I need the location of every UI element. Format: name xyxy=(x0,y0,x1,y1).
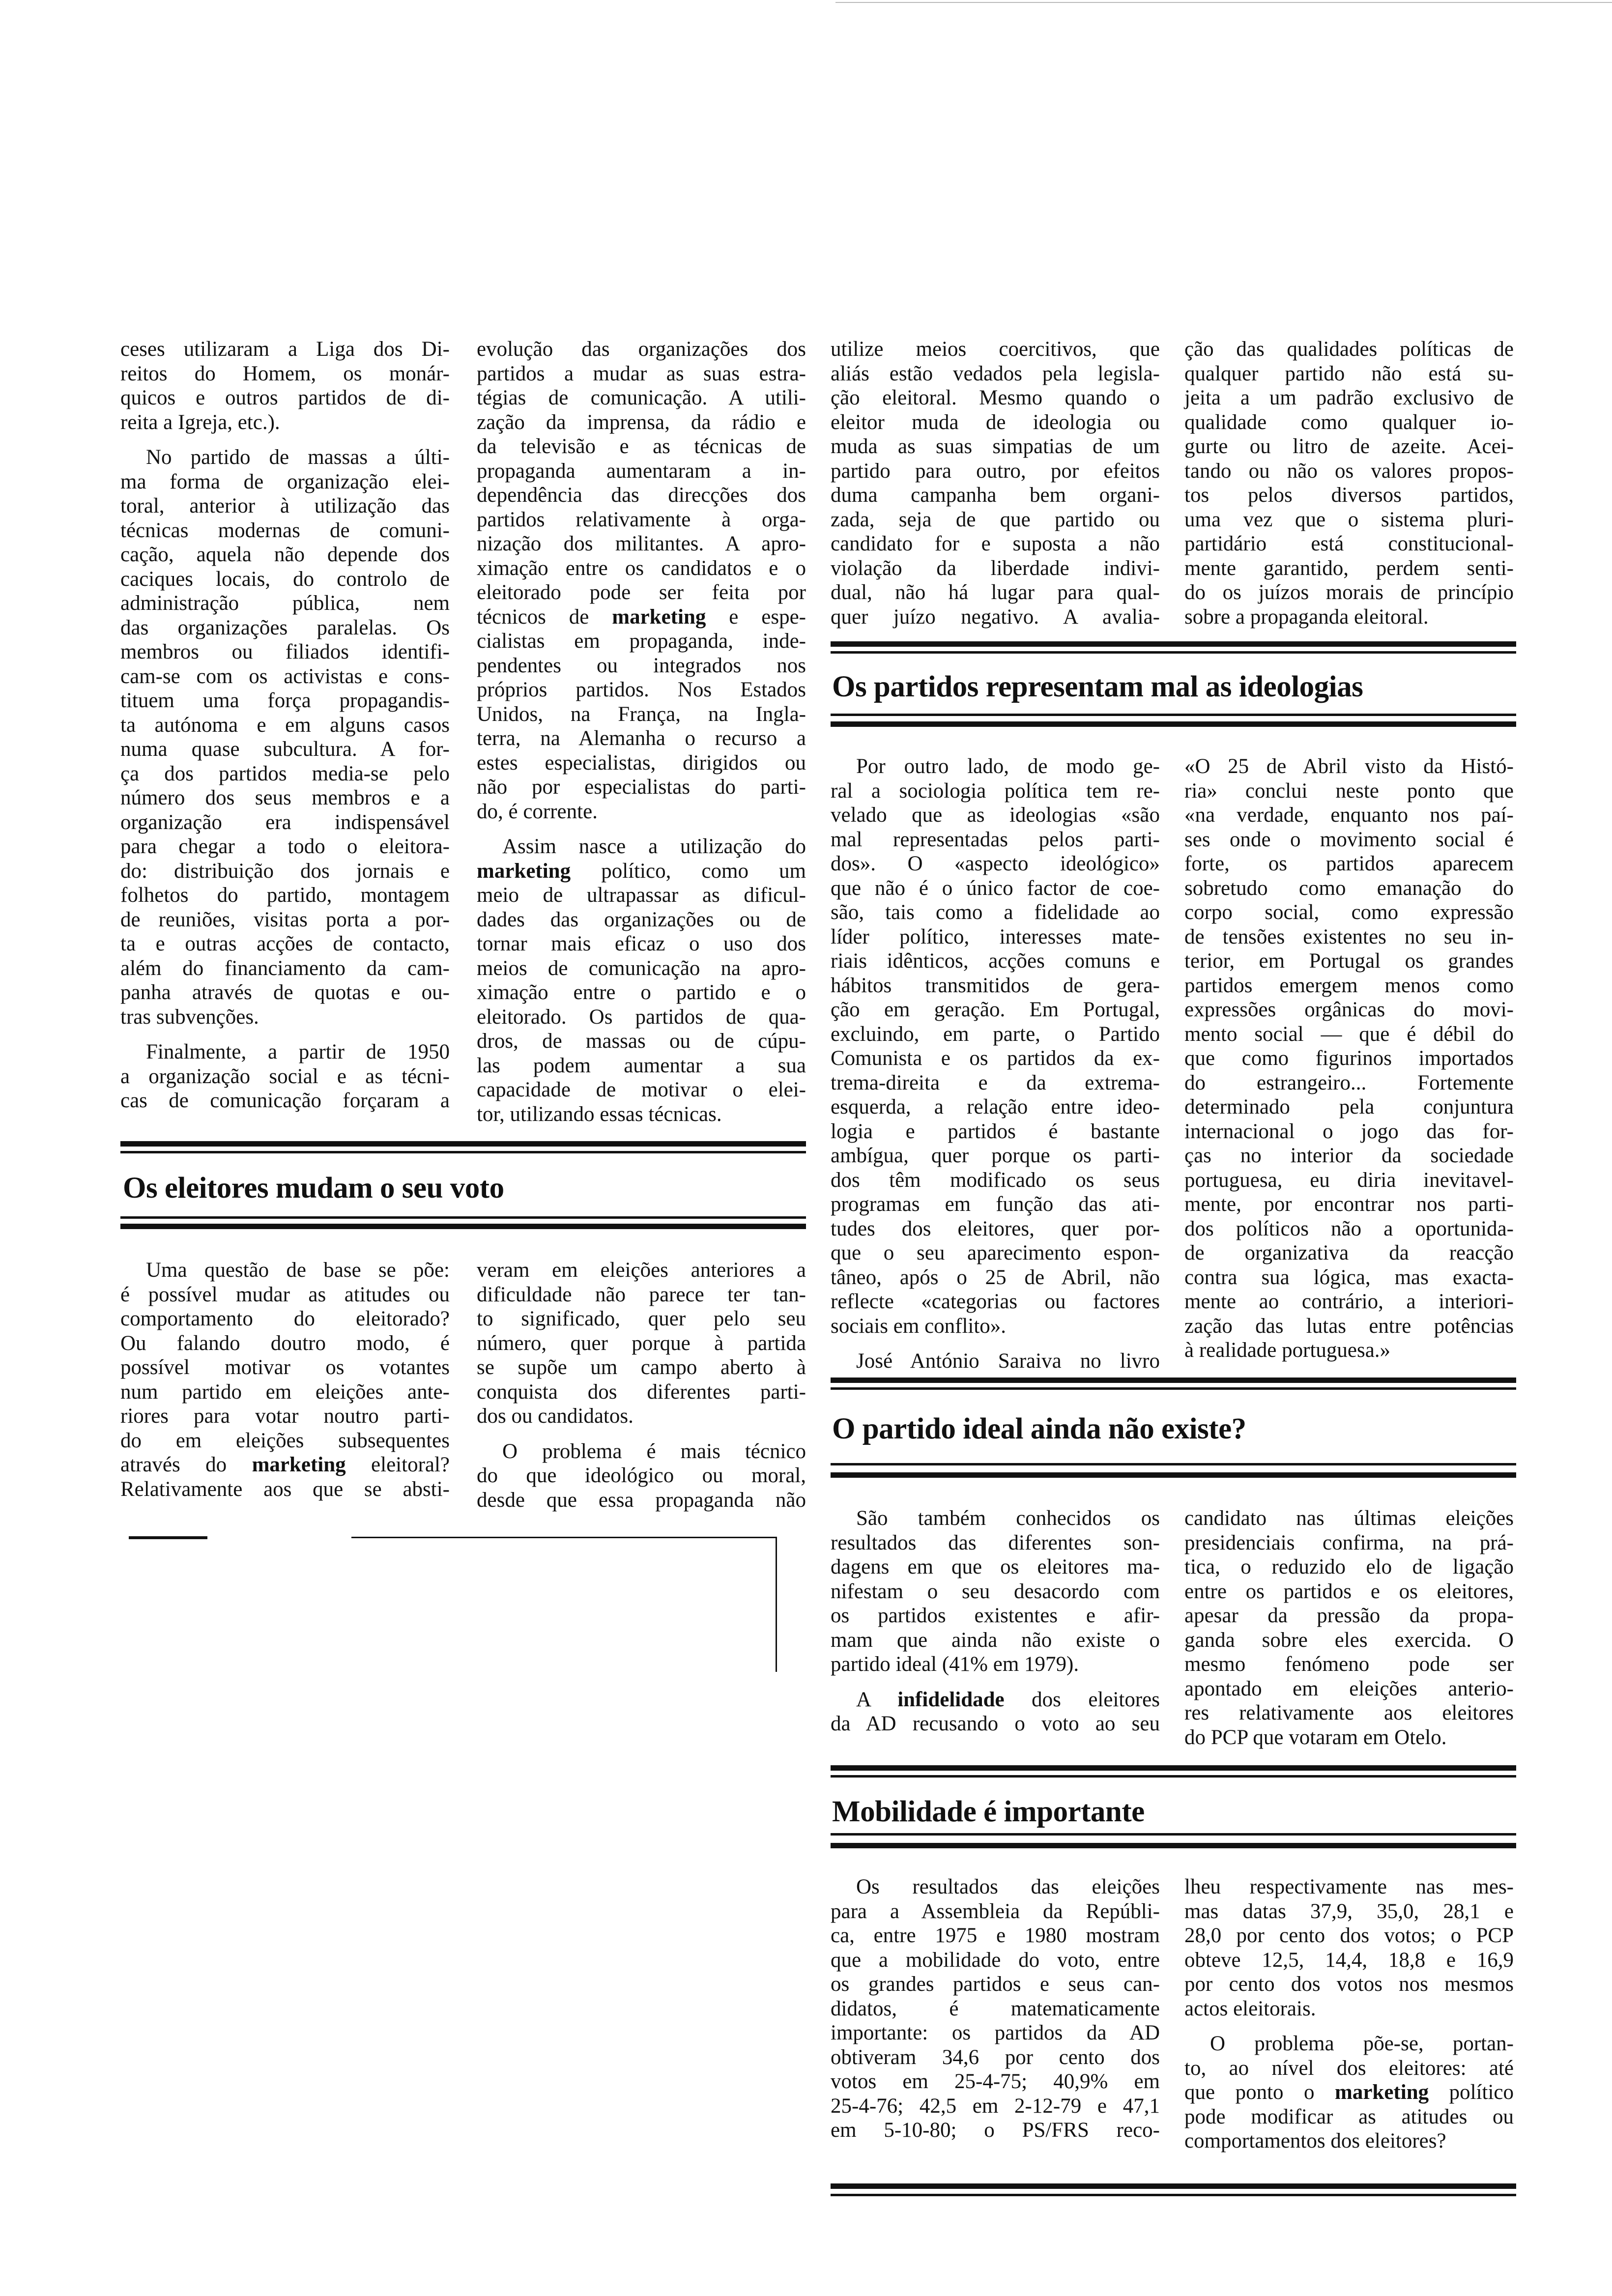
text-line: riores para votar noutro parti- xyxy=(120,1405,450,1428)
text-line: quicos e outros partidos de di- xyxy=(120,386,450,409)
text-line: propaganda aumentaram a in- xyxy=(477,459,806,483)
text-line: reita a Igreja, etc.). xyxy=(120,410,280,434)
text-line: tégias de comunicação. A utili- xyxy=(477,386,806,409)
paragraph xyxy=(477,337,806,824)
text-line: mente ao contrário, a interiori- xyxy=(1184,1290,1514,1313)
text-line: mento social — que é débil do xyxy=(1184,1022,1514,1046)
text-line: mam que ainda não existe o xyxy=(831,1628,1160,1652)
text-line: obtiveram 34,6 por cento dos xyxy=(831,2045,1160,2069)
section-rule xyxy=(831,1843,1516,1848)
text-line: duma campanha bem organi- xyxy=(831,484,1160,507)
text-line: além do financiamento da cam- xyxy=(120,956,450,980)
text-line: administração pública, nem xyxy=(120,592,450,615)
text-line: caciques locais, do controlo de xyxy=(120,567,450,591)
text-line: ção das qualidades políticas de xyxy=(1184,338,1514,361)
section-rule xyxy=(120,1224,806,1229)
text-line: terior, em Portugal os grandes xyxy=(1184,949,1514,973)
text-line: expressões orgânicas do movi- xyxy=(1184,998,1514,1021)
text-line: votos em 25-4-75; 40,9% em xyxy=(831,2070,1160,2093)
paragraph xyxy=(831,337,1160,629)
text-line: dos ou candidatos. xyxy=(477,1405,633,1428)
text-line: contra sua lógica, mas exacta- xyxy=(1184,1265,1514,1289)
text-line: cas de comunicação forçaram a xyxy=(120,1089,450,1112)
section-rule xyxy=(831,2183,1516,2189)
paragraph xyxy=(831,1688,1160,1736)
text-line: No partido de massas a últi- xyxy=(146,446,450,469)
text-line: logia e partidos é bastante xyxy=(831,1119,1160,1143)
text-line: ças no interior da sociedade xyxy=(1184,1144,1514,1167)
article-column xyxy=(1184,337,1514,640)
section-heading-partidos: Os partidos representam mal as ideologias xyxy=(832,670,1363,703)
text-line: ção em geração. Em Portugal, xyxy=(831,998,1160,1021)
text-line: veram em eleições anteriores a xyxy=(477,1259,806,1282)
text-line: capacidade de motivar o elei- xyxy=(477,1078,806,1101)
text-line: Os resultados das eleições xyxy=(856,1875,1160,1898)
text-line: da AD recusando o voto ao seu xyxy=(831,1712,1160,1735)
text-line: ma forma de organização elei- xyxy=(120,470,450,493)
section-rule xyxy=(831,1775,1516,1778)
text-line: do os juízos morais de princípio xyxy=(1184,581,1514,604)
text-line: José António Saraiva no livro xyxy=(856,1349,1160,1373)
text-line: nifestam o seu desacordo com xyxy=(831,1579,1160,1603)
text-line: dros, de massas ou de cúpu- xyxy=(477,1030,806,1053)
paragraph xyxy=(477,1439,806,1513)
text-line: partido ideal (41% em 1979). xyxy=(831,1653,1079,1676)
text-line: dos têm modificado os seus xyxy=(831,1168,1160,1192)
text-line: para a Assembleia da Repúbli- xyxy=(831,1899,1160,1923)
text-line: técnicas modernas de comuni- xyxy=(120,518,450,542)
text-line: to, ao nível dos eleitores: até xyxy=(1184,2056,1514,2080)
text-line xyxy=(477,859,806,884)
text-line: que não é o único factor de coe- xyxy=(831,876,1160,900)
text-segment: político, como um xyxy=(571,859,806,883)
text-line: ximação entre os candidatos e o xyxy=(477,556,806,580)
text-line: Comunista e os partidos da ex- xyxy=(831,1047,1160,1070)
paragraph xyxy=(1184,1875,1514,2021)
article-column xyxy=(120,337,450,1124)
text-line: do PCP que votaram em Otelo. xyxy=(1184,1725,1447,1749)
text-line: utilize meios coercitivos, que xyxy=(831,338,1160,361)
text-line: «na verdade, enquanto nos paí- xyxy=(1184,804,1514,827)
text-line: mente, por encontrar nos parti- xyxy=(1184,1193,1514,1216)
text-line: panha através de quotas e ou- xyxy=(120,981,450,1004)
text-line: corpo social, como expressão xyxy=(1184,901,1514,924)
text-line: ximação entre o partido e o xyxy=(477,981,806,1004)
text-line: do estrangeiro... Fortemente xyxy=(1184,1071,1514,1094)
paragraph xyxy=(831,754,1160,1338)
paragraph xyxy=(1184,2032,1514,2153)
text-line: que o seu aparecimento espon- xyxy=(831,1241,1160,1264)
article-column xyxy=(831,754,1160,1384)
text-line: cialistas em propaganda, inde- xyxy=(477,630,806,653)
text-line: dificuldade não parece ter tan- xyxy=(477,1283,806,1306)
text-line: tica, o reduzido elo de ligação xyxy=(1184,1555,1514,1578)
text-line: em 5-10-80; o PS/FRS reco- xyxy=(831,2119,1160,2142)
article-column xyxy=(1184,1875,1514,2164)
text-line: lheu respectivamente nas mes- xyxy=(1184,1875,1514,1898)
text-line: sobre a propaganda eleitoral. xyxy=(1184,605,1429,629)
text-line: mesmo fenómeno pode ser xyxy=(1184,1653,1514,1676)
text-line: violação da liberdade indivi- xyxy=(831,556,1160,580)
text-line xyxy=(1184,2080,1514,2105)
text-line: do: distribuição dos jornais e xyxy=(120,859,450,883)
text-line: uma vez que o sistema pluri- xyxy=(1184,508,1514,531)
text-line: pode modificar as atitudes ou xyxy=(1184,2105,1514,2128)
text-line: O problema põe-se, portan- xyxy=(1210,2032,1514,2055)
text-line: forte, os partidos aparecem xyxy=(1184,852,1514,875)
text-line: líder político, interesses mate- xyxy=(831,925,1160,948)
section-heading-eleitores: Os eleitores mudam o seu voto xyxy=(123,1172,504,1205)
text-line: ria» conclui neste ponto que xyxy=(1184,779,1514,803)
text-line: de reuniões, visitas porta a por- xyxy=(120,908,450,931)
text-line: riais idênticos, acções comuns e xyxy=(831,949,1160,973)
bold-term: marketing xyxy=(612,605,706,629)
text-line: estes especialistas, dirigidos ou xyxy=(477,751,806,775)
text-line: Relativamente aos que se absti- xyxy=(120,1477,450,1501)
text-line xyxy=(831,1688,1160,1712)
paragraph xyxy=(831,1349,1160,1374)
text-line: tando ou não os valores propos- xyxy=(1184,459,1514,483)
text-line: candidato nas últimas eleições xyxy=(1184,1507,1514,1530)
paragraph xyxy=(120,445,450,1029)
text-line: candidato for e suposta a não xyxy=(831,532,1160,555)
text-line: reflecte «categorias ou factores xyxy=(831,1290,1160,1313)
text-line: didatos, é matematicamente xyxy=(831,1997,1160,2020)
text-line: sociais em conflito». xyxy=(831,1314,1007,1338)
text-line: 25-4-76; 42,5 em 2-12-79 e 47,1 xyxy=(831,2094,1160,2118)
section-rule xyxy=(831,1463,1516,1465)
text-line: obteve 12,5, 14,4, 18,8 e 16,9 xyxy=(1184,1948,1514,1972)
bold-term: infidelidade xyxy=(897,1688,1005,1711)
text-line: conquista dos diferentes parti- xyxy=(477,1380,806,1404)
text-line: não por especialistas do parti- xyxy=(477,775,806,799)
text-line: velado que as ideologias «são xyxy=(831,804,1160,827)
text-line: dos». O «aspecto ideológico» xyxy=(831,852,1160,875)
text-line: das organizações paralelas. Os xyxy=(120,616,450,639)
text-line: res relativamente aos eleitores xyxy=(1184,1701,1514,1724)
text-line: à realidade portuguesa.» xyxy=(1184,1339,1391,1362)
text-line: Uma questão de base se põe: xyxy=(146,1259,450,1282)
text-line: organização era indispensável xyxy=(120,810,450,834)
text-line: actos eleitorais. xyxy=(1184,1997,1316,2020)
article-column xyxy=(120,1258,450,1512)
text-line: do que ideológico ou moral, xyxy=(477,1464,806,1487)
text-line: tos pelos diversos partidos, xyxy=(1184,484,1514,507)
text-line: internacional o jogo das for- xyxy=(1184,1119,1514,1143)
text-line: aliás estão vedados pela legisla- xyxy=(831,362,1160,385)
text-line: se supõe um campo aberto à xyxy=(477,1356,806,1379)
text-line: nização dos militantes. A apro- xyxy=(477,532,806,555)
section-rule xyxy=(831,1765,1516,1771)
section-rule xyxy=(831,651,1516,654)
text-line: dependência das direcções dos xyxy=(477,484,806,507)
text-line: partidos emergem menos como xyxy=(1184,974,1514,997)
text-line: toral, anterior à utilização das xyxy=(120,494,450,517)
text-line: ses onde o movimento social é xyxy=(1184,828,1514,851)
text-segment: através do xyxy=(120,1453,252,1476)
text-line: apesar da pressão da propa- xyxy=(1184,1604,1514,1627)
text-line: por cento dos votos nos mesmos xyxy=(1184,1973,1514,1996)
text-line: num partido em eleições ante- xyxy=(120,1380,450,1404)
text-line: possível motivar os votantes xyxy=(120,1356,450,1379)
text-segment: político xyxy=(1429,2081,1514,2104)
text-line: zação da imprensa, da rádio e xyxy=(477,410,806,434)
text-line: próprios partidos. Nos Estados xyxy=(477,678,806,701)
text-line: las podem aumentar a sua xyxy=(477,1054,806,1077)
article-column xyxy=(831,337,1160,640)
section-rule xyxy=(831,2194,1516,2196)
text-segment: e espe- xyxy=(706,605,806,629)
text-line: número dos seus membros e a xyxy=(120,786,450,809)
article-column xyxy=(477,337,806,1137)
text-line: muda as suas simpatias de um xyxy=(831,435,1160,458)
text-line: tituem uma força propagandis- xyxy=(120,689,450,712)
paragraph xyxy=(120,1258,450,1501)
text-line: ganda sobre eles exercida. O xyxy=(1184,1628,1514,1652)
text-line: os partidos existentes e afir- xyxy=(831,1604,1160,1627)
paragraph xyxy=(477,834,806,1126)
text-line: sobretudo como emanação do xyxy=(1184,876,1514,900)
text-line: evolução das organizações dos xyxy=(477,338,806,361)
text-line: eleitorado pode ser feita por xyxy=(477,581,806,604)
text-line: cação, aquela não depende dos xyxy=(120,543,450,566)
text-line: ta autónoma e em alguns casos xyxy=(120,713,450,737)
text-line: programas em função das ati- xyxy=(831,1193,1160,1216)
text-line: qualquer partido não está su- xyxy=(1184,362,1514,385)
text-line: comportamentos dos eleitores? xyxy=(1184,2129,1446,2152)
section-heading-mobilidade: Mobilidade é importante xyxy=(832,1795,1145,1828)
section-rule xyxy=(831,641,1516,647)
text-line: to significado, quer pelo seu xyxy=(477,1307,806,1330)
text-segment: que ponto o xyxy=(1184,2081,1335,2104)
paragraph xyxy=(1184,754,1514,1363)
text-line: comportamento do eleitorado? xyxy=(120,1307,450,1330)
article-column xyxy=(831,1875,1160,2153)
text-line: meios de comunicação na apro- xyxy=(477,956,806,980)
text-line: meio de ultrapassar as dificul- xyxy=(477,884,806,907)
section-rule xyxy=(831,1833,1516,1836)
text-line: que a mobilidade do voto, entre xyxy=(831,1948,1160,1972)
text-line: São também conhecidos os xyxy=(856,1507,1160,1530)
text-line xyxy=(120,1453,450,1477)
paragraph xyxy=(120,1040,450,1113)
text-line: Finalmente, a partir de 1950 xyxy=(146,1040,450,1063)
text-line: portuguesa, eu diria inevitavel- xyxy=(1184,1168,1514,1192)
text-line: de organizativa da reacção xyxy=(1184,1241,1514,1264)
text-line: de tensões existentes no seu in- xyxy=(1184,925,1514,948)
text-line: eleitor muda de ideologia ou xyxy=(831,410,1160,434)
text-line: a organização social e as técni- xyxy=(120,1064,450,1088)
text-line: são, tais como a fidelidade ao xyxy=(831,901,1160,924)
text-line: ta e outras acções de contacto, xyxy=(120,932,450,955)
section-rule xyxy=(831,1472,1516,1478)
text-line: os grandes partidos e seus can- xyxy=(831,1973,1160,1996)
text-line: ça dos partidos media-se pelo xyxy=(120,762,450,785)
paragraph xyxy=(831,1506,1160,1677)
text-line: mal representadas pelos parti- xyxy=(831,828,1160,851)
text-segment: eleitoral? xyxy=(345,1453,450,1476)
section-rule xyxy=(831,721,1516,727)
text-segment: A xyxy=(856,1688,898,1711)
text-line: determinado pela conjuntura xyxy=(1184,1095,1514,1119)
text-line: para chegar a todo o eleitora- xyxy=(120,835,450,858)
bold-term: marketing xyxy=(1335,2081,1429,2104)
text-line: terra, na Alemanha o recurso a xyxy=(477,727,806,750)
text-line: jeita a um padrão exclusivo de xyxy=(1184,386,1514,409)
text-line: membros ou filiados identifi- xyxy=(120,640,450,663)
cut-line xyxy=(351,1537,777,1538)
text-line: tras subvenções. xyxy=(120,1005,259,1029)
text-line: tor, utilizando essas técnicas. xyxy=(477,1102,722,1126)
text-line: desde que essa propaganda não xyxy=(477,1488,806,1512)
article-column xyxy=(831,1506,1160,1747)
text-line: partidos relativamente à orga- xyxy=(477,508,806,531)
text-line: partidos a mudar as suas estra- xyxy=(477,362,806,385)
text-line: Unidos, na França, na Ingla- xyxy=(477,702,806,726)
text-line: cam-se com os activistas e cons- xyxy=(120,664,450,688)
text-line: hábitos transmitidos de gera- xyxy=(831,974,1160,997)
paragraph xyxy=(1184,1506,1514,1750)
text-line: tornar mais eficaz o uso dos xyxy=(477,932,806,955)
bold-term: marketing xyxy=(252,1453,346,1476)
text-line: ral a sociologia política tem re- xyxy=(831,779,1160,803)
text-line: entre os partidos e os eleitores, xyxy=(1184,1579,1514,1603)
text-line: número, quer porque à partida xyxy=(477,1331,806,1355)
text-line: Assim nasce a utilização do xyxy=(502,835,806,858)
text-line: gurte ou litro de azeite. Acei- xyxy=(1184,435,1514,458)
text-line: importante: os partidos da AD xyxy=(831,2021,1160,2044)
text-line: Por outro lado, de modo ge- xyxy=(856,755,1160,778)
text-line: dos políticos não a oportunida- xyxy=(1184,1217,1514,1240)
text-line: do em eleições subsequentes xyxy=(120,1429,450,1452)
text-line: dual, não há lugar para qual- xyxy=(831,581,1160,604)
section-heading-ideal: O partido ideal ainda não existe? xyxy=(832,1412,1246,1445)
text-line: presidenciais confirma, na prá- xyxy=(1184,1531,1514,1554)
text-line: ção eleitoral. Mesmo quando o xyxy=(831,386,1160,409)
text-line: folhetos do partido, montagem xyxy=(120,884,450,907)
text-line: do, é corrente. xyxy=(477,800,598,823)
section-rule xyxy=(120,1151,806,1153)
text-line: Ou falando doutro modo, é xyxy=(120,1331,450,1355)
text-line: da televisão e as técnicas de xyxy=(477,435,806,458)
text-line: tâneo, após o 25 de Abril, não xyxy=(831,1265,1160,1289)
text-segment: técnicos de xyxy=(477,605,612,629)
text-line: excluindo, em parte, o Partido xyxy=(831,1022,1160,1046)
text-line: resultados das diferentes son- xyxy=(831,1531,1160,1554)
text-line: ambígua, quer porque os parti- xyxy=(831,1144,1160,1167)
article-column xyxy=(477,1258,806,1523)
text-line: 28,0 por cento dos votos; o PCP xyxy=(1184,1924,1514,1947)
text-line: zada, seja de que partido ou xyxy=(831,508,1160,531)
text-line: dades das organizações ou de xyxy=(477,908,806,931)
text-line: «O 25 de Abril visto da Histó- xyxy=(1184,755,1514,778)
text-line: reitos do Homem, os monár- xyxy=(120,362,450,385)
text-line: ca, entre 1975 e 1980 mostram xyxy=(831,1924,1160,1947)
article-column xyxy=(1184,754,1514,1374)
article-column xyxy=(1184,1506,1514,1760)
section-rule xyxy=(831,1387,1516,1390)
text-line: qualidade como qualquer io- xyxy=(1184,410,1514,434)
text-line: ceses utilizaram a Liga dos Di- xyxy=(120,338,450,361)
text-line: é possível mudar as atitudes ou xyxy=(120,1283,450,1306)
section-rule xyxy=(831,714,1516,716)
text-line: esquerda, a relação entre ideo- xyxy=(831,1095,1160,1119)
paragraph xyxy=(120,337,450,434)
section-rule xyxy=(120,1216,806,1219)
paragraph xyxy=(831,1875,1160,2143)
paragraph xyxy=(477,1258,806,1429)
text-line: tudes dos eleitores, quer por- xyxy=(831,1217,1160,1240)
text-line: que como figurinos importados xyxy=(1184,1047,1514,1070)
text-line: partido para outro, por efeitos xyxy=(831,459,1160,483)
text-line: partidário está constitucional- xyxy=(1184,532,1514,555)
bold-term: marketing xyxy=(477,859,571,883)
text-segment: dos eleitores xyxy=(1004,1688,1160,1711)
text-line: quer juízo negativo. A avalia- xyxy=(831,605,1160,629)
text-line: O problema é mais técnico xyxy=(502,1439,806,1463)
text-line: mente garantido, perdem senti- xyxy=(1184,556,1514,580)
scan-edge-line xyxy=(835,2,1612,3)
text-line: trema-direita e da extrema- xyxy=(831,1071,1160,1094)
text-line: eleitorado. Os partidos de qua- xyxy=(477,1005,806,1029)
section-rule xyxy=(120,1141,806,1147)
paragraph xyxy=(1184,337,1514,629)
cut-line xyxy=(776,1537,777,1672)
text-line: zação das lutas entre potências xyxy=(1184,1314,1514,1338)
text-line: dagens em que os eleitores ma- xyxy=(831,1555,1160,1578)
section-rule xyxy=(831,1378,1516,1383)
text-line: numa quase subcultura. A for- xyxy=(120,738,450,761)
text-line: mas datas 37,9, 35,0, 28,1 e xyxy=(1184,1899,1514,1923)
text-line: apontado em eleições anterio- xyxy=(1184,1677,1514,1700)
text-line xyxy=(477,605,806,630)
cut-line xyxy=(129,1536,207,1539)
text-line: pendentes ou integrados nos xyxy=(477,654,806,677)
